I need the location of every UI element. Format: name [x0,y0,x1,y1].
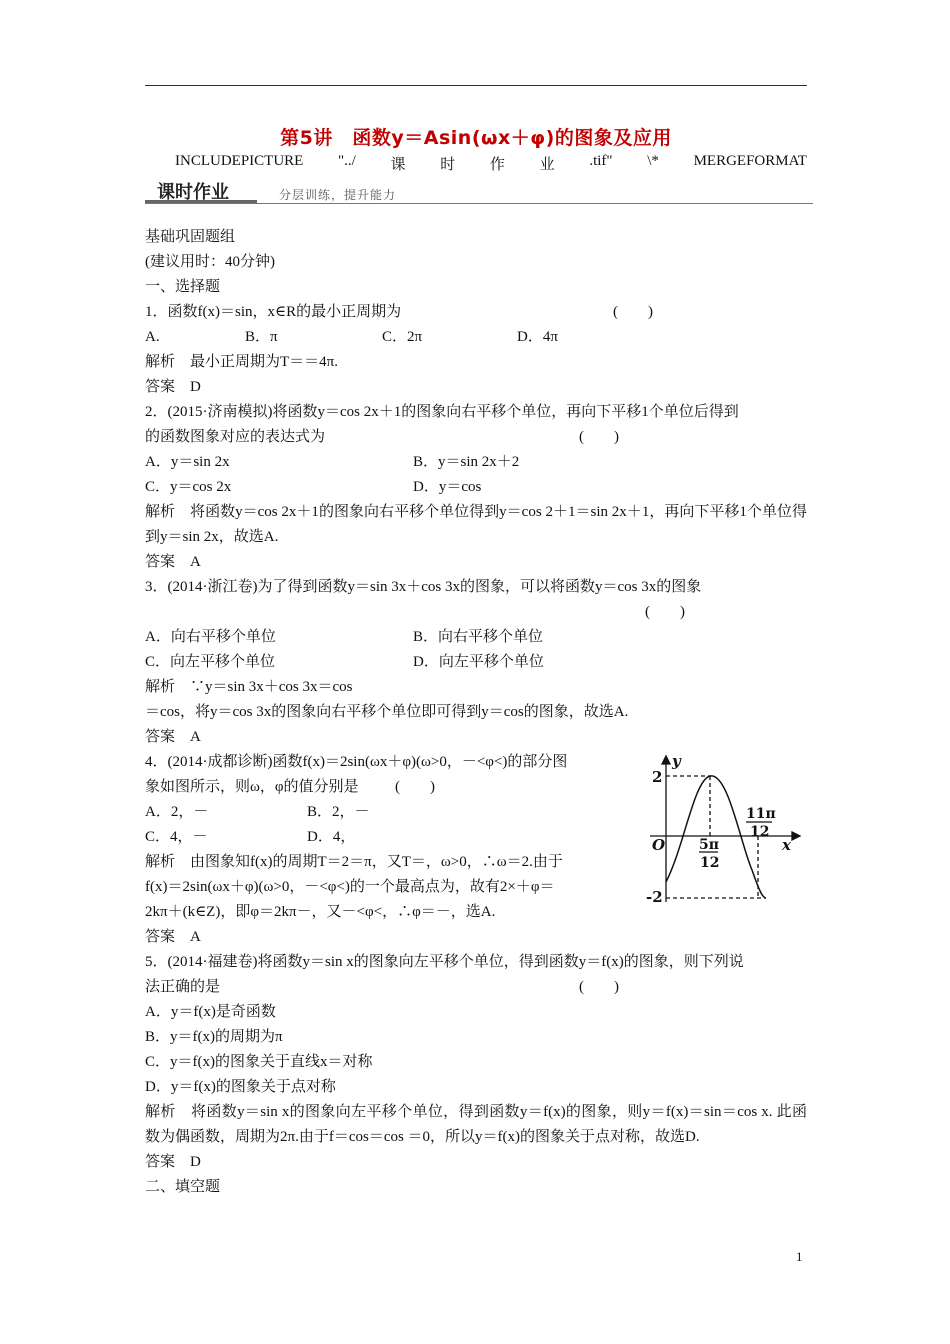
field-token: INCLUDEPICTURE [175,153,304,169]
option-a: A．y＝sin 2x [145,454,230,470]
option-a: A. [145,329,160,345]
x-axis-arrow [792,832,800,840]
q2-text: 的函数图象对应的表达式为 [145,429,326,445]
question-1-options [145,325,807,350]
option-d: D．y＝cos [413,479,482,495]
q5-answer: 答案 D [145,1154,201,1170]
document-body [145,225,807,1200]
q3-analysis-line1: 解析 ∵y＝sin 3x＋cos 3x＝cos [145,679,353,695]
field-token: .tif" [589,153,613,169]
q5-analysis: 解析 将函数y＝sin x的图象向左平移个单位，得到函数y＝f(x)的图象，则y＝f(x)＝sin＝cos x. 此函数为偶函数，周期为2π.由于f＝cos＝cos ＝0，所以y＝f(x)的图象关于点对称，故选D. [145,1104,807,1145]
q2-analysis: 解析 将函数y＝cos 2x＋1的图象向右平移个单位得到y＝cos 2＋1＝sin 2x＋1，再向下平移1个单位得到y＝sin 2x，故选A. [145,504,807,545]
y-axis-label: y [672,752,681,770]
header-rule [145,85,807,86]
answer-parens: ( ) [645,604,685,620]
field-token: MERGEFORMAT [693,153,807,169]
question-5-stem-line2 [145,975,807,1000]
q4-answer: 答案 A [145,929,201,945]
y-min-label: -2 [646,888,663,906]
time-note: (建议用时：40分钟) [145,254,275,270]
x1-denominator: 12 [700,855,720,871]
group-heading: 基础巩固题组 [145,229,236,245]
question-4-stem-line1: 4．(2014·成都诊断)函数f(x)＝2sin(ωx＋φ)(ω>0，－<φ<)的部分图 [145,754,568,770]
answer-parens: ( ) [579,429,619,445]
x2-denominator: 12 [750,824,770,840]
banner-rule [145,203,813,204]
sine-graph-figure [644,752,804,910]
question-2-options-row1 [145,450,807,475]
field-token: 课 [390,157,406,173]
page-title: 第5讲 函数y＝Asin(ωx＋φ)的图象及应用 [280,127,672,149]
origin-label: O [652,836,666,854]
field-token: 业 [539,157,555,173]
q5-text: 法正确的是 [145,979,221,995]
x2-numerator: 11π [746,806,776,822]
section-heading-2: 二、填空题 [145,1179,221,1195]
field-token: \* [647,153,659,169]
q1-answer: 答案 D [145,379,201,395]
question-2-options-row2 [145,475,807,500]
option-b: B．向右平移个单位 [413,629,544,645]
option-b: B．2，－ [307,804,370,820]
option-b: B．y＝f(x)的周期为π [145,1029,283,1045]
question-5-stem-line1: 5．(2014·福建卷)将函数y＝sin x的图象向左平移个单位，得到函数y＝f(x)的图象，则下列说 [145,954,744,970]
y-axis-arrow [662,756,670,764]
option-a: A．向右平移个单位 [145,629,276,645]
question-3-parens-line [145,600,807,625]
question-2-stem-line1: 2．(2015·济南模拟)将函数y＝cos 2x＋1的图象向右平移个单位，再向下平移1个单位后得到 [145,404,739,420]
q1-analysis: 解析 最小正周期为T＝＝4π. [145,354,338,370]
include-picture-field [175,153,807,174]
q4-text: 象如图所示，则ω，φ的值分别是 [145,779,359,795]
question-3-options-row2 [145,650,807,675]
q2-answer: 答案 A [145,554,201,570]
option-d: D．y＝f(x)的图象关于点对称 [145,1079,336,1095]
option-d: D．向左平移个单位 [413,654,544,670]
option-c: C．2π [382,329,423,345]
field-token: 作 [489,157,505,173]
answer-parens: ( ) [395,779,435,795]
x1-numerator: 5π [699,837,719,853]
option-d: D．4， [307,829,356,845]
field-token: "../ [338,153,356,169]
option-c: C．y＝cos 2x [145,479,232,495]
option-a: A．2，－ [145,804,209,820]
section-banner [145,176,813,208]
option-b: B．π [245,329,278,345]
option-c: C．4，－ [145,829,208,845]
y-max-label: 2 [652,768,663,786]
banner-subtitle: 分层训练，提升能力 [279,188,397,202]
answer-parens: ( ) [613,304,653,320]
option-c: C．向左平移个单位 [145,654,276,670]
option-d: D．4π [517,329,558,345]
q3-answer: 答案 A [145,729,201,745]
question-1-stem [145,300,807,325]
question-3-options-row1 [145,625,807,650]
q4-analysis-line3: 2kπ＋(k∈Z)，即φ＝2kπ－，又－<φ<，∴φ＝－，选A. [145,904,496,920]
field-token: 时 [440,157,456,173]
x-axis-label: x [782,836,791,854]
q3-analysis-line2: ＝cos，将y＝cos 3x的图象向右平移个单位即可得到y＝cos的图象，故选A. [145,704,629,720]
page-number: 1 [796,1249,803,1264]
q4-analysis-line2: f(x)＝2sin(ωx＋φ)(ω>0，－<φ<)的一个最高点为，故有2×＋φ＝ [145,879,555,895]
option-c: C．y＝f(x)的图象关于直线x＝对称 [145,1054,373,1070]
question-3-stem: 3．(2014·浙江卷)为了得到函数y＝sin 3x＋cos 3x的图象，可以将函数y＝cos 3x的图象 [145,579,702,595]
section-heading: 一、选择题 [145,279,221,295]
banner-title: 课时作业 [157,182,229,203]
option-b: B．y＝sin 2x＋2 [413,454,520,470]
answer-parens: ( ) [579,979,619,995]
q4-analysis-line1: 解析 由图象知f(x)的周期T＝2＝π，又T＝，ω>0，∴ω＝2.由于 [145,854,563,870]
question-2-stem-line2 [145,425,807,450]
option-a: A．y＝f(x)是奇函数 [145,1004,276,1020]
q1-text: 1．函数f(x)＝sin，x∈R的最小正周期为 [145,304,402,320]
